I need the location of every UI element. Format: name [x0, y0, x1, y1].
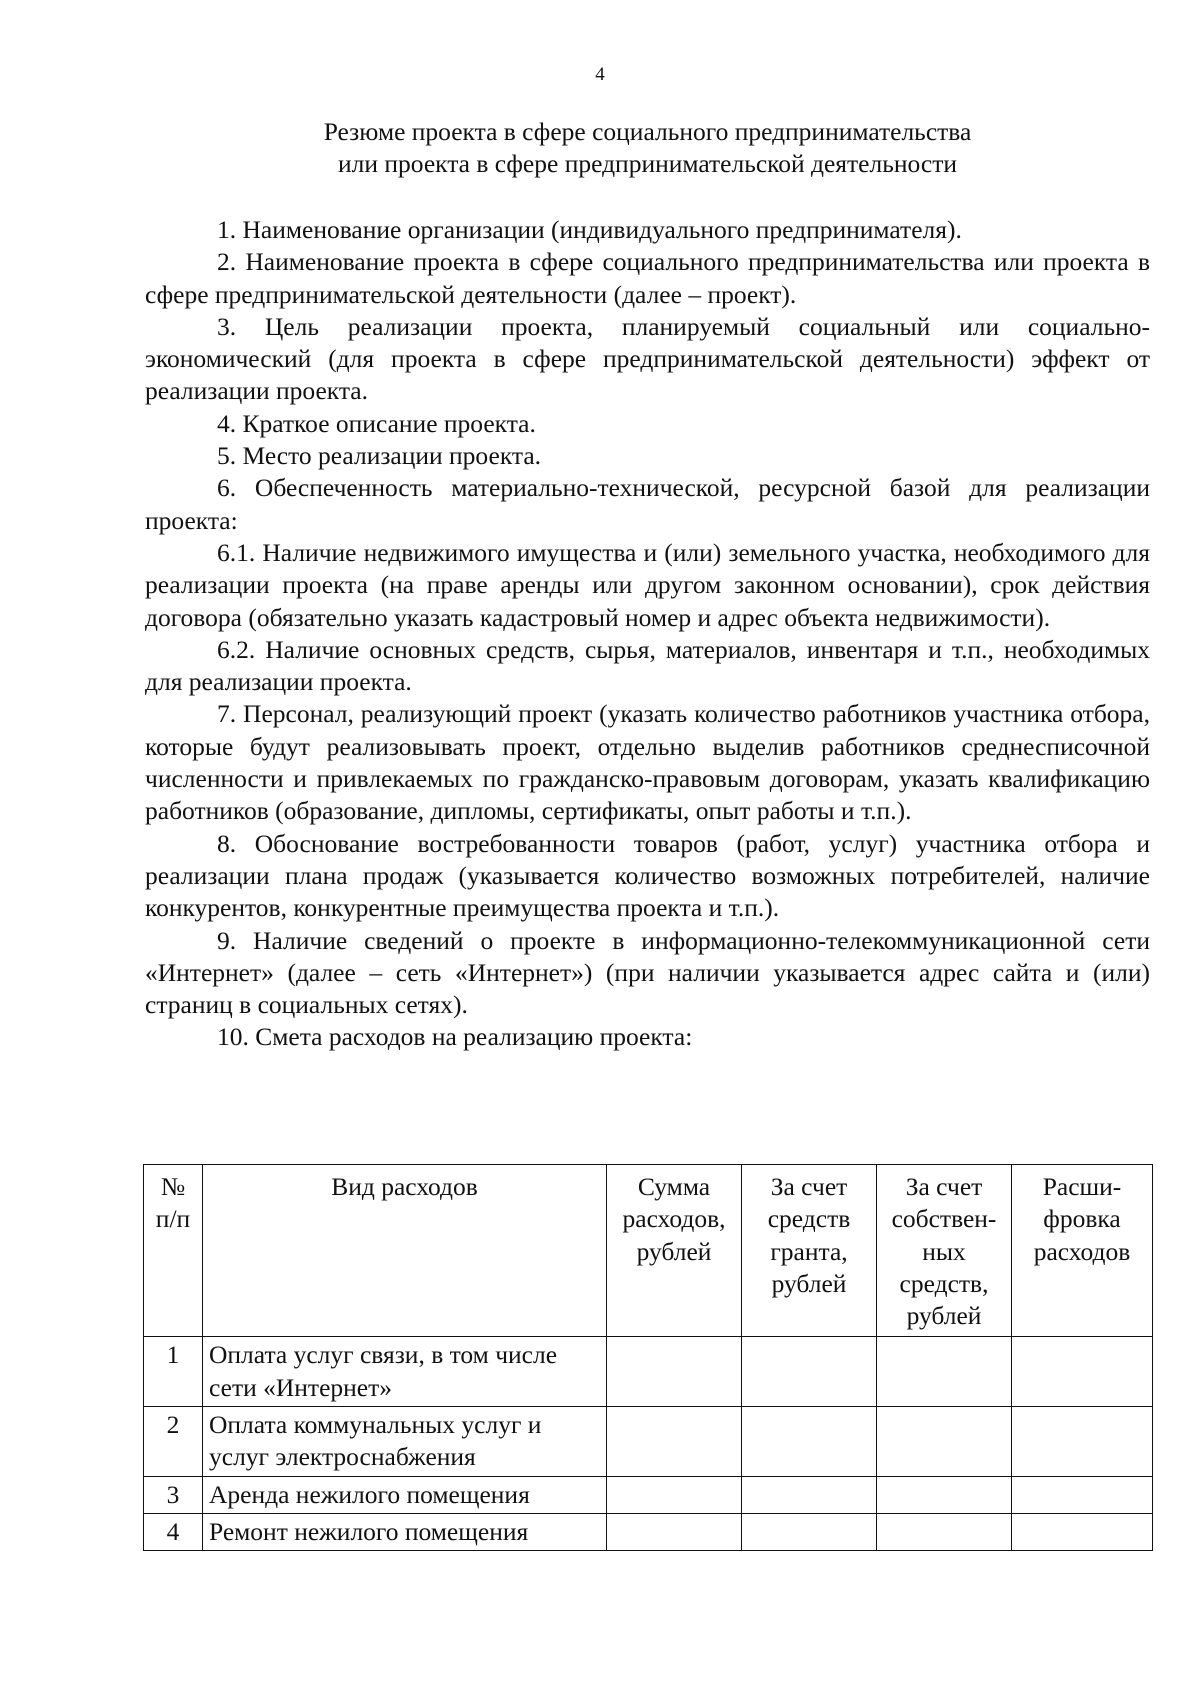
item-7: 7. Персонал, реализующий проект (указать количество работников участника отбора, которые будут реализовывать проект, отдельно выделив работников среднесписочной численности и привлекаемых по гражданско-правовым договорам, указать квалификацию работников (образование, дипломы, сертификаты, опыт работы и т.п.).	[145, 699, 1150, 826]
item-4: 4. Краткое описание проекта.	[217, 408, 536, 438]
row-own-funds	[877, 1476, 1012, 1513]
budget-table	[143, 1164, 1153, 1551]
row-expense-type: Ремонт нежилого помещения	[203, 1513, 607, 1550]
title-line-1: Резюме проекта в сфере социального предпринимательства	[323, 117, 972, 146]
row-number: 2	[144, 1407, 203, 1477]
row-expense-type: Оплата коммунальных услуг и услуг электроснабжения	[203, 1407, 607, 1477]
row-sum	[607, 1476, 742, 1513]
row-grant	[742, 1513, 877, 1550]
header-number: № п/п	[144, 1165, 203, 1337]
row-grant	[742, 1337, 877, 1407]
page-number: 4	[595, 64, 605, 85]
row-number: 3	[144, 1476, 203, 1513]
row-own-funds	[877, 1407, 1012, 1477]
item-10: 10. Смета расходов на реализацию проекта:	[217, 1022, 693, 1052]
document-body	[145, 214, 1150, 1054]
item-8: 8. Обоснование востребованности товаров (работ, услуг) участника отбора и реализации плана продаж (указывается количество возможных потребителей, наличие конкурентов, конкурентные преимущества проекта и т.п.).	[145, 828, 1150, 923]
row-expense-type: Аренда нежилого помещения	[203, 1476, 607, 1513]
row-details	[1012, 1513, 1153, 1550]
row-number: 4	[144, 1513, 203, 1550]
row-grant	[742, 1407, 877, 1477]
header-own-funds: За счет собствен- ных средств, рублей	[877, 1165, 1012, 1337]
document-title	[145, 116, 1150, 180]
row-sum	[607, 1407, 742, 1477]
row-number: 1	[144, 1337, 203, 1407]
item-3: 3. Цель реализации проекта, планируемый социальный или социально-экономический (для проекта в сфере предпринимательской деятельности) эффект от реализации проекта.	[145, 311, 1150, 406]
item-2: 2. Наименование проекта в сфере социального предпринимательства или проекта в сфере предпринимательской деятельности (далее – проект).	[145, 247, 1150, 309]
item-6-2: 6.2. Наличие основных средств, сырья, материалов, инвентаря и т.п., необходимых для реализации проекта.	[145, 634, 1150, 697]
item-1: 1. Наименование организации (индивидуального предпринимателя).	[217, 215, 962, 244]
item-6-1: 6.1. Наличие недвижимого имущества и (или) земельного участка, необходимого для реализации проекта (на праве аренды или другом законном основании), срок действия договора (обязательно указать кадастровый номер и адрес объекта недвижимости).	[145, 537, 1150, 632]
item-6: 6. Обеспеченность материально-технической, ресурсной базой для реализации проекта:	[145, 473, 1150, 535]
row-details	[1012, 1407, 1153, 1477]
table-header-row	[144, 1165, 1153, 1337]
row-details	[1012, 1337, 1153, 1407]
title-line-2: или проекта в сфере предпринимательской деятельности	[338, 149, 957, 178]
header-details: Расши- фровка расходов	[1012, 1165, 1153, 1337]
table-row	[144, 1407, 1153, 1477]
item-9: 9. Наличие сведений о проекте в информационно-телекоммуникационной сети «Интернет» (далее – сеть «Интернет») (при наличии указывается адрес сайта и (или) страниц в социальных сетях).	[145, 925, 1150, 1020]
row-expense-type: Оплата услуг связи, в том числе сети «Интернет»	[203, 1337, 607, 1407]
table-row	[144, 1476, 1153, 1513]
row-own-funds	[877, 1513, 1012, 1550]
header-sum: Сумма расходов, рублей	[607, 1165, 742, 1337]
row-sum	[607, 1513, 742, 1550]
row-details	[1012, 1476, 1153, 1513]
table-row	[144, 1513, 1153, 1550]
row-grant	[742, 1476, 877, 1513]
item-5: 5. Место реализации проекта.	[217, 441, 542, 471]
table-row	[144, 1337, 1153, 1407]
header-grant: За счет средств гранта, рублей	[742, 1165, 877, 1337]
header-expense-type: Вид расходов	[203, 1165, 607, 1337]
row-sum	[607, 1337, 742, 1407]
row-own-funds	[877, 1337, 1012, 1407]
